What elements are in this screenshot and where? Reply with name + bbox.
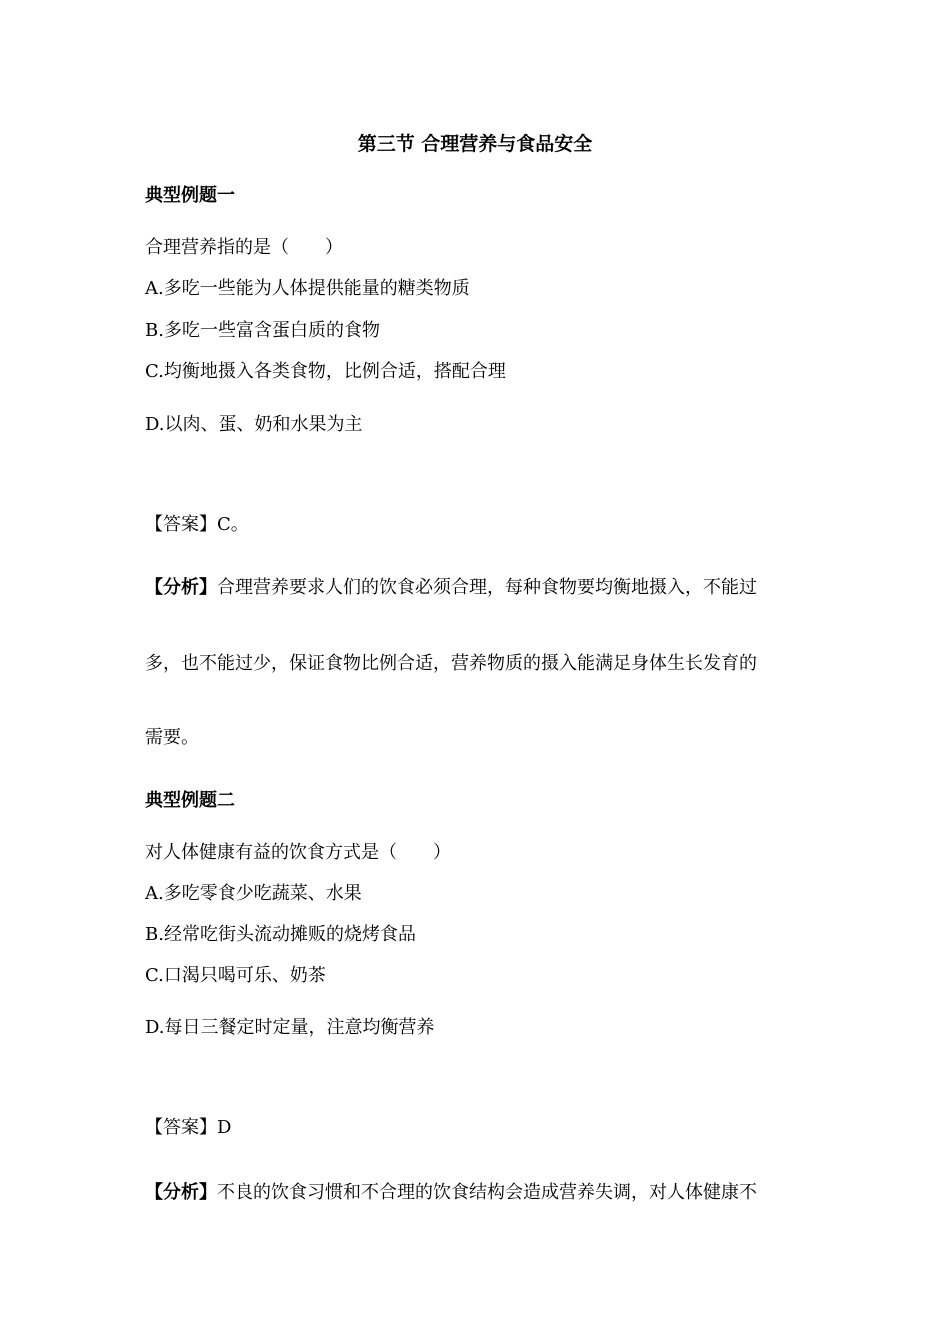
answer-label: 【答案】 bbox=[145, 1117, 217, 1138]
analysis-label: 【分析】 bbox=[145, 577, 217, 598]
example1-option-c: C.均衡地摄入各类食物，比例合适，搭配合理 bbox=[145, 361, 506, 382]
example1-analysis-line-2: 多，也不能过少，保证食物比例合适，营养物质的摄入能满足身体生长发育的 bbox=[145, 653, 757, 674]
example1-heading: 典型例题一 bbox=[145, 185, 235, 206]
example2-heading: 典型例题二 bbox=[145, 790, 235, 811]
example2-option-d: D.每日三餐定时定量，注意均衡营养 bbox=[145, 1017, 435, 1038]
example1-analysis-line-3: 需要。 bbox=[145, 727, 199, 748]
example1-analysis-line-1 bbox=[145, 576, 757, 600]
answer-value: D bbox=[217, 1117, 232, 1138]
section-title: 第三节 合理营养与食品安全 bbox=[357, 133, 593, 155]
example1-option-b: B.多吃一些富含蛋白质的食物 bbox=[145, 320, 380, 341]
example2-option-c: C.口渴只喝可乐、奶茶 bbox=[145, 965, 326, 986]
answer-value: C。 bbox=[217, 514, 249, 535]
example1-option-d: D.以肉、蛋、奶和水果为主 bbox=[145, 414, 363, 435]
example2-question: 对人体健康有益的饮食方式是（ ） bbox=[145, 842, 451, 863]
example2-answer bbox=[145, 1116, 231, 1140]
analysis-label: 【分析】 bbox=[145, 1182, 217, 1203]
example2-analysis-line-1 bbox=[145, 1181, 757, 1205]
example2-option-a: A.多吃零食少吃蔬菜、水果 bbox=[145, 883, 362, 904]
example1-question: 合理营养指的是（ ） bbox=[145, 237, 343, 258]
example1-option-a: A.多吃一些能为人体提供能量的糖类物质 bbox=[145, 278, 470, 299]
example1-answer bbox=[145, 513, 249, 537]
analysis-text: 不良的饮食习惯和不合理的饮食结构会造成营养失调，对人体健康不 bbox=[217, 1182, 757, 1203]
example2-option-b: B.经常吃街头流动摊贩的烧烤食品 bbox=[145, 924, 416, 945]
answer-label: 【答案】 bbox=[145, 514, 217, 535]
analysis-text: 合理营养要求人们的饮食必须合理，每种食物要均衡地摄入，不能过 bbox=[217, 577, 757, 598]
